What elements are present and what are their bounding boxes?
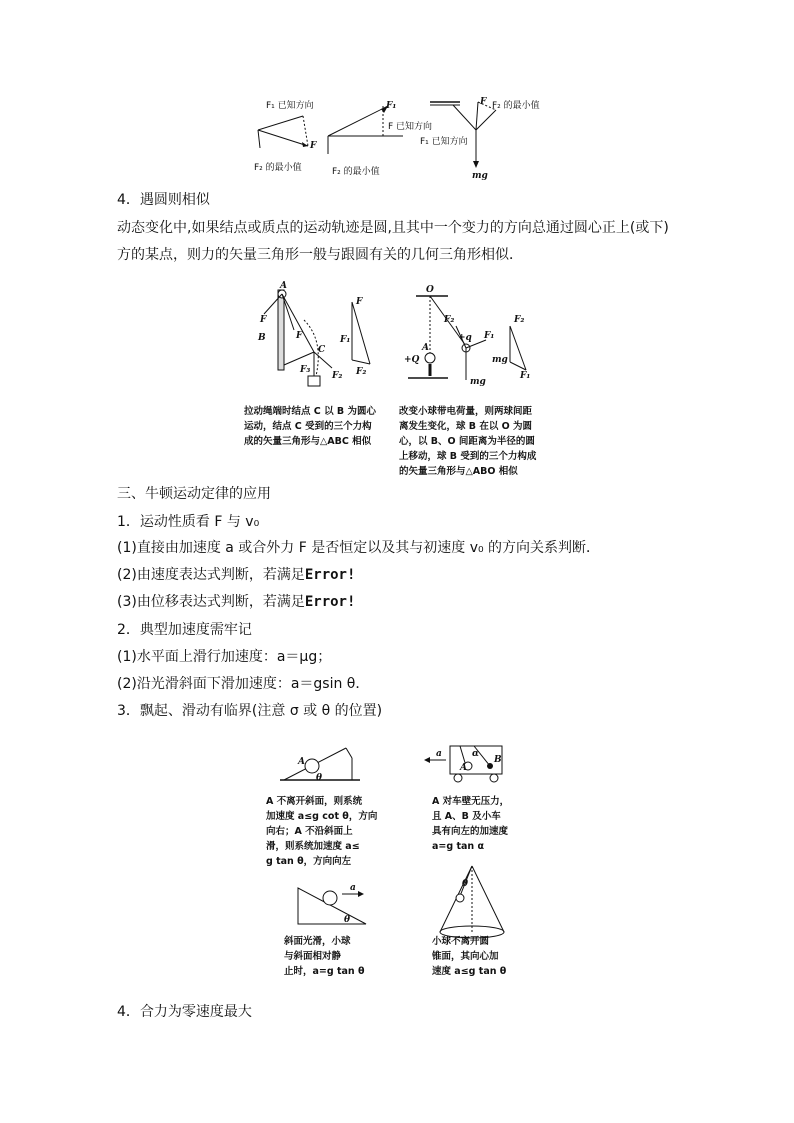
diagram-incline-ball bbox=[280, 748, 360, 783]
label-f1: F₁ bbox=[386, 101, 397, 111]
label-b: B bbox=[258, 333, 266, 343]
label-a-cart: A bbox=[460, 763, 467, 773]
label-f1-known: F₁ 已知方向 bbox=[266, 101, 314, 111]
label-f2-tri-2: F₂ bbox=[514, 315, 525, 325]
label-mg-ball: mg bbox=[470, 377, 486, 387]
item-1: 1．运动性质看 F 与 v₀ bbox=[117, 514, 260, 530]
label-f-tri: F bbox=[356, 297, 363, 307]
label-b-cart: B bbox=[494, 755, 502, 765]
item-1b-text: (2)由速度表达式判断，若满足 bbox=[117, 567, 305, 583]
label-f-known: F 已知方向 bbox=[388, 122, 433, 132]
diagram-pole bbox=[257, 281, 370, 386]
label-mg: mg bbox=[472, 171, 488, 181]
caption-wedge: 斜面光滑，小球 与斜面相对静 止时，a=g tan θ bbox=[284, 936, 365, 977]
caption-cart: A 对车壁无压力， 且 A、B 及小车 具有向左的加速度 a=g tan α bbox=[432, 796, 510, 852]
figure-critical-cases bbox=[260, 736, 530, 986]
label-c: C bbox=[318, 345, 326, 355]
item-1c-text: (3)由位移表达式判断，若满足 bbox=[117, 594, 305, 610]
item-2a: (1)水平面上滑行加速度：a＝μg； bbox=[117, 649, 332, 665]
caption-incline: A 不离开斜面，则系统 加速度 a≤g cot θ，方向 向右；A 不沿斜面上 滑，则系统加速度 a≤ g tan θ，方向向左 bbox=[266, 796, 378, 867]
item-1c bbox=[117, 592, 355, 612]
label-a-incline: A bbox=[298, 757, 305, 767]
similar-triangle-diagrams bbox=[244, 280, 544, 390]
label-f-rope: F bbox=[296, 331, 303, 341]
label-o: O bbox=[426, 285, 434, 295]
label-f-pole: F bbox=[260, 315, 267, 325]
label-theta-wedge: θ bbox=[344, 915, 351, 925]
label-theta-incline: θ bbox=[316, 773, 323, 783]
diagram-cart bbox=[424, 746, 502, 782]
figure-similar-triangles bbox=[244, 280, 544, 480]
item-4: 4．合力为零速度最大 bbox=[117, 1004, 252, 1020]
label-plus-q: +q bbox=[458, 333, 472, 343]
label-theta-cone: θ bbox=[462, 879, 469, 889]
diagram-cone bbox=[440, 866, 504, 938]
label-f2-min: F₂ 的最小值 bbox=[254, 163, 302, 173]
item-1b bbox=[117, 565, 355, 585]
item-2b: (2)沿光滑斜面下滑加速度：a＝gsin θ． bbox=[117, 676, 370, 692]
label-mg-tri: mg bbox=[492, 355, 508, 365]
item-1c-error: Error! bbox=[304, 594, 356, 610]
label-f2-ball: F₂ bbox=[444, 315, 455, 325]
diagram-charged-balls bbox=[404, 285, 530, 387]
decomposition-diagrams bbox=[248, 96, 558, 180]
label-f1-ball: F₁ bbox=[484, 331, 495, 341]
label-a-ball: A bbox=[422, 343, 429, 353]
item-2: 2．典型加速度需牢记 bbox=[117, 622, 252, 638]
item-1b-error: Error! bbox=[304, 567, 356, 583]
label-f1-tri-2: F₁ bbox=[520, 371, 531, 381]
label-a-accel: a bbox=[436, 749, 442, 759]
label-f2: F₂ bbox=[332, 371, 343, 381]
label-f: F bbox=[310, 141, 317, 151]
label-f1-tri: F₁ bbox=[340, 335, 351, 345]
section-paragraph-2: 方的某点，则力的矢量三角形一般与跟圆有关的几何三角形相似． bbox=[117, 247, 523, 263]
section-paragraph-1: 动态变化中,如果结点或质点的运动轨迹是圆,且其中一个变力的方向总通过圆心正上(或下) bbox=[117, 220, 669, 236]
label-f2-tri: F₂ bbox=[356, 367, 367, 377]
item-1a: (1)直接由加速度 a 或合外力 F 是否恒定以及其与初速度 v₀ 的方向关系判断． bbox=[117, 540, 601, 556]
diagram-middle bbox=[328, 101, 432, 177]
label-f2-min-3: F₂ 的最小值 bbox=[492, 101, 540, 111]
caption-pole: 拉动绳端时结点 C 以 B 为圆心 运动，结点 C 受到的三个力构 成的矢量三角形与△ABC 相似 bbox=[244, 406, 376, 447]
label-f1-known-2: F₁ 已知方向 bbox=[420, 137, 468, 147]
diagram-left bbox=[254, 99, 317, 173]
section-title-circle-similar: 4．遇圆则相似 bbox=[117, 192, 210, 208]
label-plus-big-q: +Q bbox=[404, 355, 420, 365]
caption-charged: 改变小球带电荷量，则两球间距 离发生变化，球 B 在以 O 为圆 心，以 B、O 间距离为半径的圆 上移动，球 B 受到的三个力构成 的矢量三角形与△ABO 相似 bbox=[399, 406, 537, 477]
item-3: 3．飘起、滑动有临界(注意 σ 或 θ 的位置) bbox=[117, 703, 383, 719]
heading-newton-laws: 三、牛顿运动定律的应用 bbox=[117, 486, 271, 502]
label-alpha: α bbox=[472, 749, 479, 759]
label-a: A bbox=[280, 281, 287, 291]
figure-force-decomposition bbox=[248, 96, 558, 180]
diagram-wedge bbox=[298, 883, 366, 925]
diagram-right bbox=[420, 97, 540, 181]
label-f3: F₃ bbox=[300, 365, 311, 375]
caption-cone: 小球不离开圆 锥面，其向心加 速度 a≤g tan θ bbox=[432, 936, 507, 977]
label-f2-min-2: F₂ 的最小值 bbox=[332, 167, 380, 177]
label-f-right: F bbox=[480, 97, 487, 107]
label-a-wedge: a bbox=[350, 883, 356, 893]
